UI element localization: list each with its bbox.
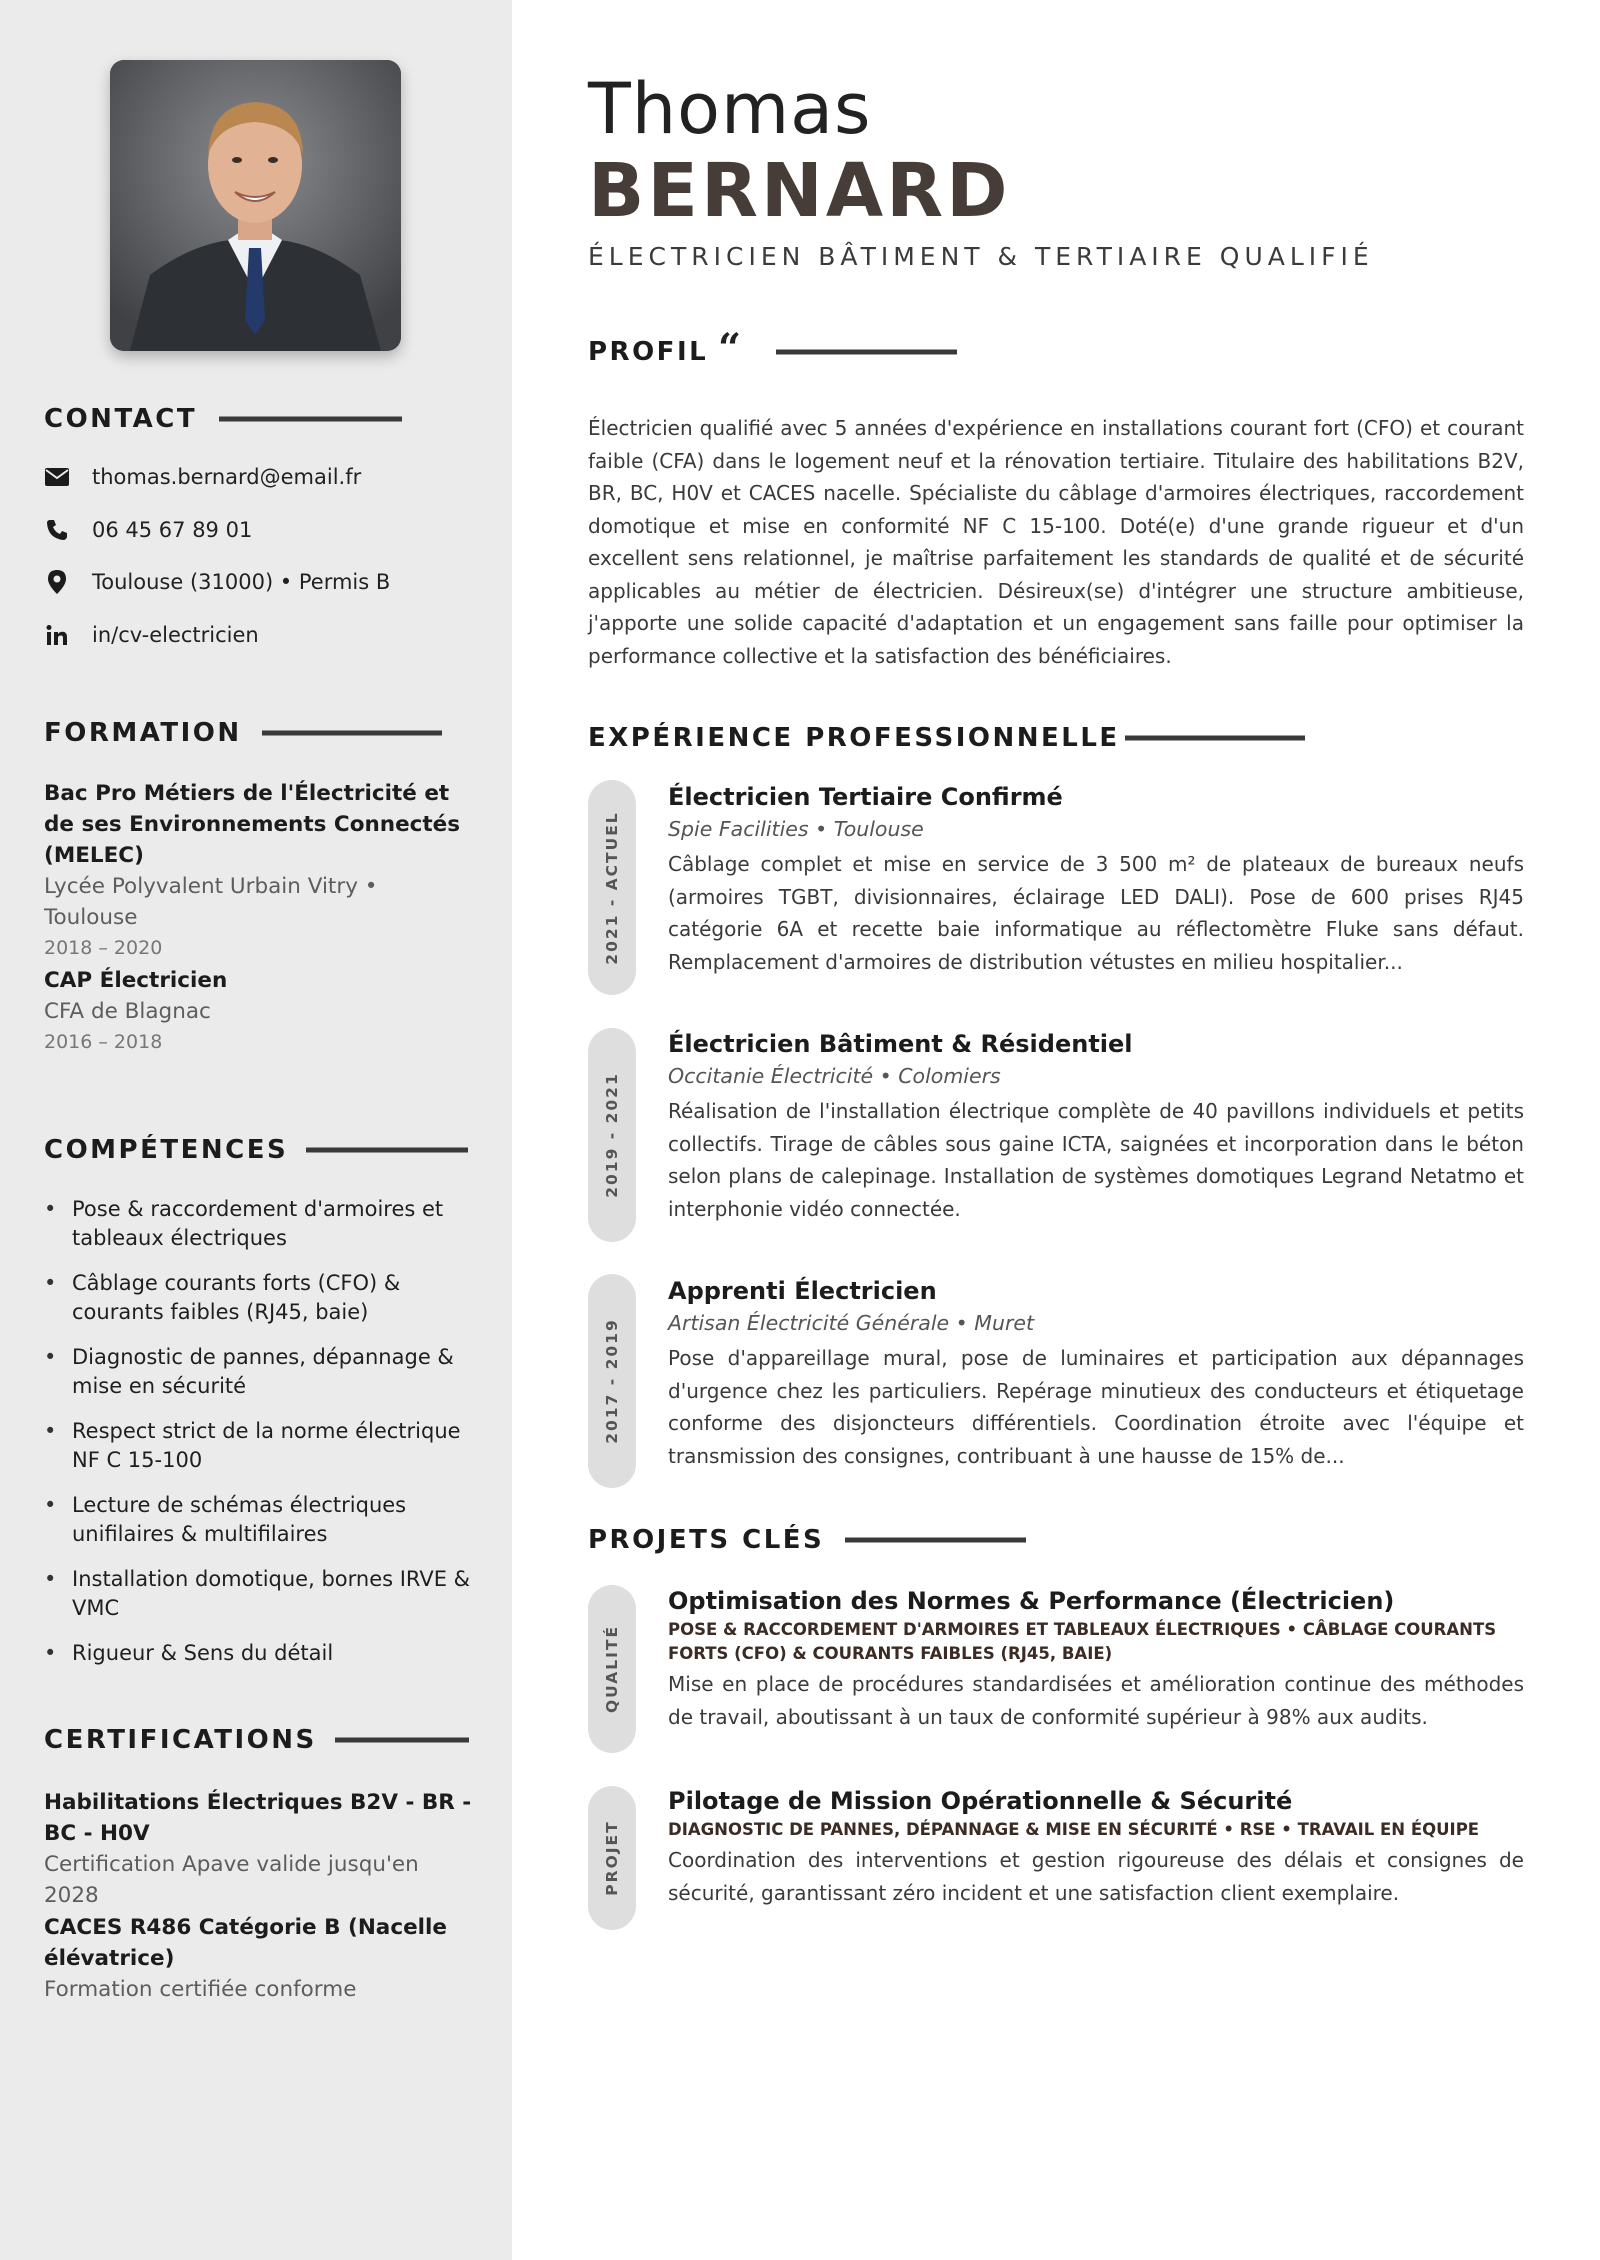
- experience-item: [668, 1274, 1524, 1472]
- certifications-heading-text: CERTIFICATIONS: [44, 1725, 317, 1755]
- formation-heading-rule: [262, 731, 442, 736]
- skill-item: • Rigueur & Sens du détail: [44, 1639, 474, 1668]
- experience-heading-rule: [1125, 736, 1305, 741]
- contact-email-text: thomas.bernard@email.fr: [92, 465, 362, 489]
- contact-location-text: Toulouse (31000) • Permis B: [92, 570, 391, 594]
- quote-icon: “: [718, 325, 744, 372]
- formation-dates: 2016 – 2018: [44, 1031, 163, 1053]
- certifications-heading: [44, 1725, 317, 1755]
- experience-company: Spie Facilities • Toulouse: [668, 817, 924, 841]
- main-content: [588, 0, 1524, 2260]
- projects-heading: [588, 1525, 824, 1555]
- formation-item: [44, 965, 474, 1057]
- skill-item: • Pose & raccordement d'armoires et tableaux électriques: [44, 1195, 474, 1253]
- skill-item: • Câblage courants forts (CFO) & courants faibles (RJ45, baie): [44, 1269, 474, 1327]
- experience-description: Réalisation de l'installation électrique complète de 40 pavillons individuels et petits collectifs. Tirage de câbles sous gaine ICTA, saignées et incorporation dans le béton selon plans de calepinage. Installation de systèmes domotiques Legrand Netatmo et interphonie vidéo connectée.: [668, 1099, 1524, 1221]
- projects-heading-rule: [845, 1538, 1026, 1543]
- project-title: Optimisation des Normes & Performance (Électricien): [668, 1587, 1395, 1615]
- contact-linkedin[interactable]: [44, 620, 259, 650]
- contact-heading-rule: [219, 417, 402, 422]
- experience-title: Électricien Tertiaire Confirmé: [668, 783, 1063, 811]
- experience-item: [668, 780, 1524, 978]
- experience-heading-text: EXPÉRIENCE PROFESSIONNELLE: [588, 723, 1120, 753]
- experience-period: 2021 - ACTUEL: [603, 810, 621, 965]
- project-item: [668, 1584, 1524, 1733]
- project-keywords: POSE & RACCORDEMENT D'ARMOIRES ET TABLEAUX ÉLECTRIQUES • CÂBLAGE COURANTS FORTS (CFO) & COURANTS FAIBLES (RJ45, BAIE): [668, 1620, 1497, 1663]
- experience-title: Apprenti Électricien: [668, 1277, 937, 1305]
- certification-item: [44, 1912, 474, 2005]
- project-tag-pill: [588, 1585, 636, 1753]
- formation-heading: [44, 718, 242, 748]
- skill-item: • Installation domotique, bornes IRVE & VMC: [44, 1565, 474, 1623]
- profile-heading-text: PROFIL: [588, 337, 709, 367]
- project-description: Mise en place de procédures standardisées et amélioration continue des méthodes de travail, aboutissant à un taux de conformité supérieur à 98% aux audits.: [668, 1672, 1524, 1729]
- experience-title: Électricien Bâtiment & Résidentiel: [668, 1030, 1133, 1058]
- last-name: BERNARD: [588, 148, 1011, 234]
- formation-school: Lycée Polyvalent Urbain Vitry • Toulouse: [44, 874, 378, 930]
- skills-heading-rule: [306, 1148, 468, 1153]
- formation-dates: 2018 – 2020: [44, 937, 163, 959]
- contact-linkedin-text: in/cv-electricien: [92, 623, 259, 647]
- sidebar: [0, 0, 512, 2260]
- skill-item: • Respect strict de la norme électrique NF C 15-100: [44, 1417, 474, 1475]
- profile-photo: [110, 60, 401, 351]
- projects-heading-text: PROJETS CLÉS: [588, 1525, 825, 1555]
- formation-heading-text: FORMATION: [44, 718, 242, 748]
- experience-period-pill: [588, 780, 636, 995]
- project-title: Pilotage de Mission Opérationnelle & Sécurité: [668, 1787, 1293, 1815]
- skills-list: [44, 1195, 474, 1684]
- formation-title: Bac Pro Métiers de l'Électricité et de ses Environnements Connectés (MELEC): [44, 781, 461, 868]
- certification-title: CACES R486 Catégorie B (Nacelle élévatrice): [44, 1915, 447, 1971]
- contact-phone-text: 06 45 67 89 01: [92, 518, 253, 542]
- experience-company: Occitanie Électricité • Colomiers: [668, 1064, 1001, 1088]
- envelope-icon: [44, 464, 70, 490]
- project-tag: QUALITÉ: [603, 1624, 621, 1714]
- formation-school: CFA de Blagnac: [44, 999, 211, 1024]
- first-name: Thomas: [588, 68, 872, 150]
- experience-description: Pose d'appareillage mural, pose de luminaires et participation aux dépannages d'urgence chez les particuliers. Repérage minutieux des conducteurs et étiquetage conforme des disjoncteurs différentiels. Coordination étroite avec l'équipe et transmission des consignes, contribuant à une hausse de 15% de...: [668, 1346, 1524, 1468]
- contact-phone[interactable]: [44, 515, 252, 545]
- linkedin-icon: [44, 622, 70, 648]
- contact-heading: [44, 404, 197, 434]
- job-title: ÉLECTRICIEN BÂTIMENT & TERTIAIRE QUALIFIÉ: [588, 242, 1374, 271]
- formation-title: CAP Électricien: [44, 968, 228, 993]
- contact-location: [44, 567, 390, 597]
- formation-item: [44, 778, 474, 963]
- profile-photo-illustration: [110, 60, 401, 351]
- experience-description: Câblage complet et mise en service de 3 500 m² de plateaux de bureaux neufs (armoires TGBT, divisionnaires, éclairage LED DALI). Pose de 600 prises RJ45 catégorie 6A et recette baie informatique au réflectomètre Fluke sans défaut. Remplacement d'armoires de distribution vétustes en milieu hospitalier...: [668, 852, 1524, 974]
- project-tag-pill: [588, 1786, 636, 1930]
- certification-detail: Formation certifiée conforme: [44, 1977, 357, 2002]
- experience-period: 2017 - 2019: [603, 1318, 621, 1444]
- project-keywords: DIAGNOSTIC DE PANNES, DÉPANNAGE & MISE EN SÉCURITÉ • RSE • TRAVAIL EN ÉQUIPE: [668, 1820, 1480, 1839]
- profile-heading-rule: [776, 350, 957, 355]
- map-pin-icon: [44, 569, 70, 595]
- contact-heading-text: CONTACT: [44, 404, 198, 434]
- project-description: Coordination des interventions et gestion rigoureuse des délais et consignes de sécurité, garantissant zéro incident et une satisfaction client exemplaire.: [668, 1848, 1524, 1905]
- experience-period-pill: [588, 1274, 636, 1488]
- certification-detail: Certification Apave valide jusqu'en 2028: [44, 1852, 419, 1908]
- project-item: [668, 1784, 1524, 1909]
- experience-period-pill: [588, 1028, 636, 1242]
- certification-item: [44, 1787, 474, 1911]
- certification-title: Habilitations Électriques B2V - BR - BC - H0V: [44, 1790, 472, 1846]
- skills-heading-text: COMPÉTENCES: [44, 1135, 289, 1165]
- profile-heading: [588, 325, 744, 372]
- experience-item: [668, 1027, 1524, 1225]
- project-tag: PROJET: [603, 1820, 621, 1896]
- experience-company: Artisan Électricité Générale • Muret: [668, 1311, 1035, 1335]
- experience-period: 2019 - 2021: [603, 1072, 621, 1198]
- contact-email[interactable]: [44, 462, 361, 492]
- certifications-heading-rule: [335, 1738, 469, 1743]
- skills-heading: [44, 1135, 288, 1165]
- phone-icon: [44, 517, 70, 543]
- experience-heading: [588, 723, 1120, 753]
- skill-item: • Diagnostic de pannes, dépannage & mise en sécurité: [44, 1343, 474, 1401]
- skill-item: • Lecture de schémas électriques unifilaires & multifilaires: [44, 1491, 474, 1549]
- profile-summary: Électricien qualifié avec 5 années d'expérience en installations courant fort (CFO) et courant faible (CFA) dans le logement neuf et la rénovation tertiaire. Titulaire des habilitations B2V, BR, BC, H0V et CACES nacelle. Spécialiste du câblage d'armoires électriques, raccordement domotique et mise en conformité NF C 15-100. Doté(e) d'une grande rigueur et d'un excellent sens relationnel, je maîtrise parfaitement les standards de qualité et de sécurité applicables au métier de électricien. Désireux(se) d'intégrer une structure ambitieuse, j'apporte une solide capacité d'adaptation et un engagement sans faille pour optimiser la performance collective et la satisfaction des bénéficiaires.: [588, 416, 1524, 668]
